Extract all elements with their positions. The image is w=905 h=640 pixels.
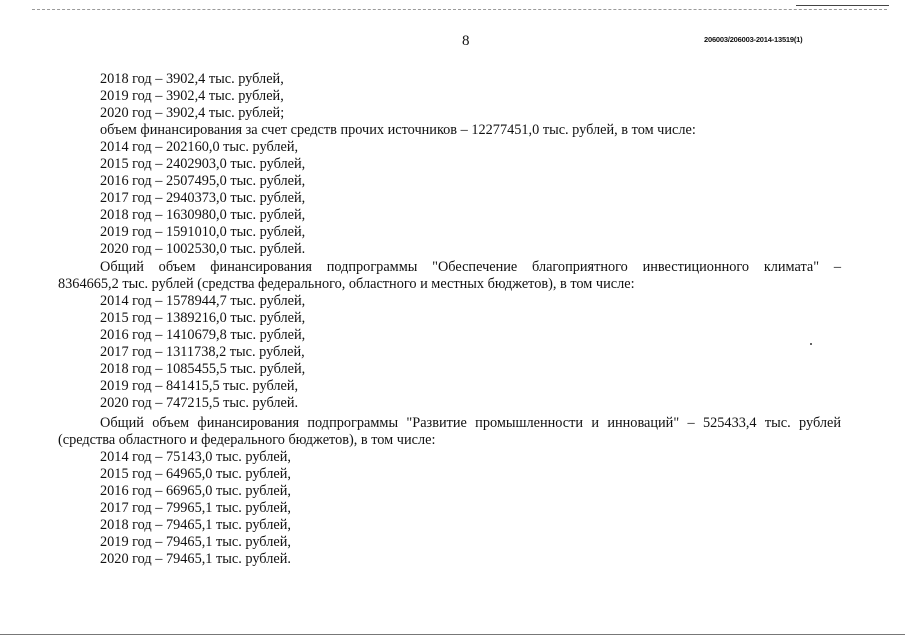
funding-line: 2020 год – 747215,5 тыс. рублей. — [100, 395, 299, 411]
funding-line: 2016 год – 2507495,0 тыс. рублей, — [100, 173, 306, 189]
paragraph-text: Общий объем финансирования подпрограммы "Развитие промышленности и инноваций" – 525433,4 тыс. рублей — [100, 415, 841, 431]
funding-line: 2019 год – 841415,5 тыс. рублей, — [100, 378, 299, 394]
other-sources-heading: объем финансирования за счет средств прочих источников – 12277451,0 тыс. рублей, в том числе: — [100, 122, 696, 138]
scan-top-edge — [32, 9, 887, 10]
funding-line: 2018 год – 3902,4 тыс. рублей, — [100, 71, 284, 87]
paragraph-continuation: (средства областного и федерального бюджетов), в том числе: — [58, 432, 436, 448]
funding-line: 2017 год – 79965,1 тыс. рублей, — [100, 500, 291, 516]
scan-top-edge-mark — [796, 5, 889, 6]
page-number: 8 — [462, 33, 470, 49]
funding-line: 2020 год – 3902,4 тыс. рублей; — [100, 105, 285, 121]
paragraph-text: Общий объем финансирования подпрограммы "Обеспечение благоприятного инвестиционного климата" – — [100, 259, 841, 275]
funding-line: 2019 год – 1591010,0 тыс. рублей, — [100, 224, 306, 240]
funding-line: 2020 год – 1002530,0 тыс. рублей. — [100, 241, 306, 257]
scan-bottom-edge — [0, 634, 905, 635]
funding-line: 2016 год – 1410679,8 тыс. рублей, — [100, 327, 306, 343]
subprogram-industry-paragraph — [58, 415, 841, 432]
funding-line: 2018 год – 79465,1 тыс. рублей, — [100, 517, 291, 533]
funding-line: 2014 год – 75143,0 тыс. рублей, — [100, 449, 291, 465]
funding-line: 2017 год – 1311738,2 тыс. рублей, — [100, 344, 305, 360]
funding-line: 2015 год – 1389216,0 тыс. рублей, — [100, 310, 306, 326]
funding-line: 2018 год – 1630980,0 тыс. рублей, — [100, 207, 306, 223]
funding-line: 2016 год – 66965,0 тыс. рублей, — [100, 483, 291, 499]
funding-line: 2020 год – 79465,1 тыс. рублей. — [100, 551, 291, 567]
funding-line: 2017 год – 2940373,0 тыс. рублей, — [100, 190, 306, 206]
funding-line: 2019 год – 79465,1 тыс. рублей, — [100, 534, 291, 550]
funding-line: 2014 год – 202160,0 тыс. рублей, — [100, 139, 299, 155]
paragraph-continuation: 8364665,2 тыс. рублей (средства федерального, областного и местных бюджетов), в том числе: — [58, 276, 635, 292]
funding-line: 2015 год – 64965,0 тыс. рублей, — [100, 466, 291, 482]
funding-line: 2018 год – 1085455,5 тыс. рублей, — [100, 361, 306, 377]
funding-line: 2014 год – 1578944,7 тыс. рублей, — [100, 293, 306, 309]
document-code: 206003/206003-2014-13519(1) — [704, 35, 803, 44]
funding-line: 2015 год – 2402903,0 тыс. рублей, — [100, 156, 306, 172]
funding-line: 2019 год – 3902,4 тыс. рублей, — [100, 88, 284, 104]
subprogram-investment-paragraph — [58, 259, 841, 276]
scan-speck — [810, 343, 812, 345]
